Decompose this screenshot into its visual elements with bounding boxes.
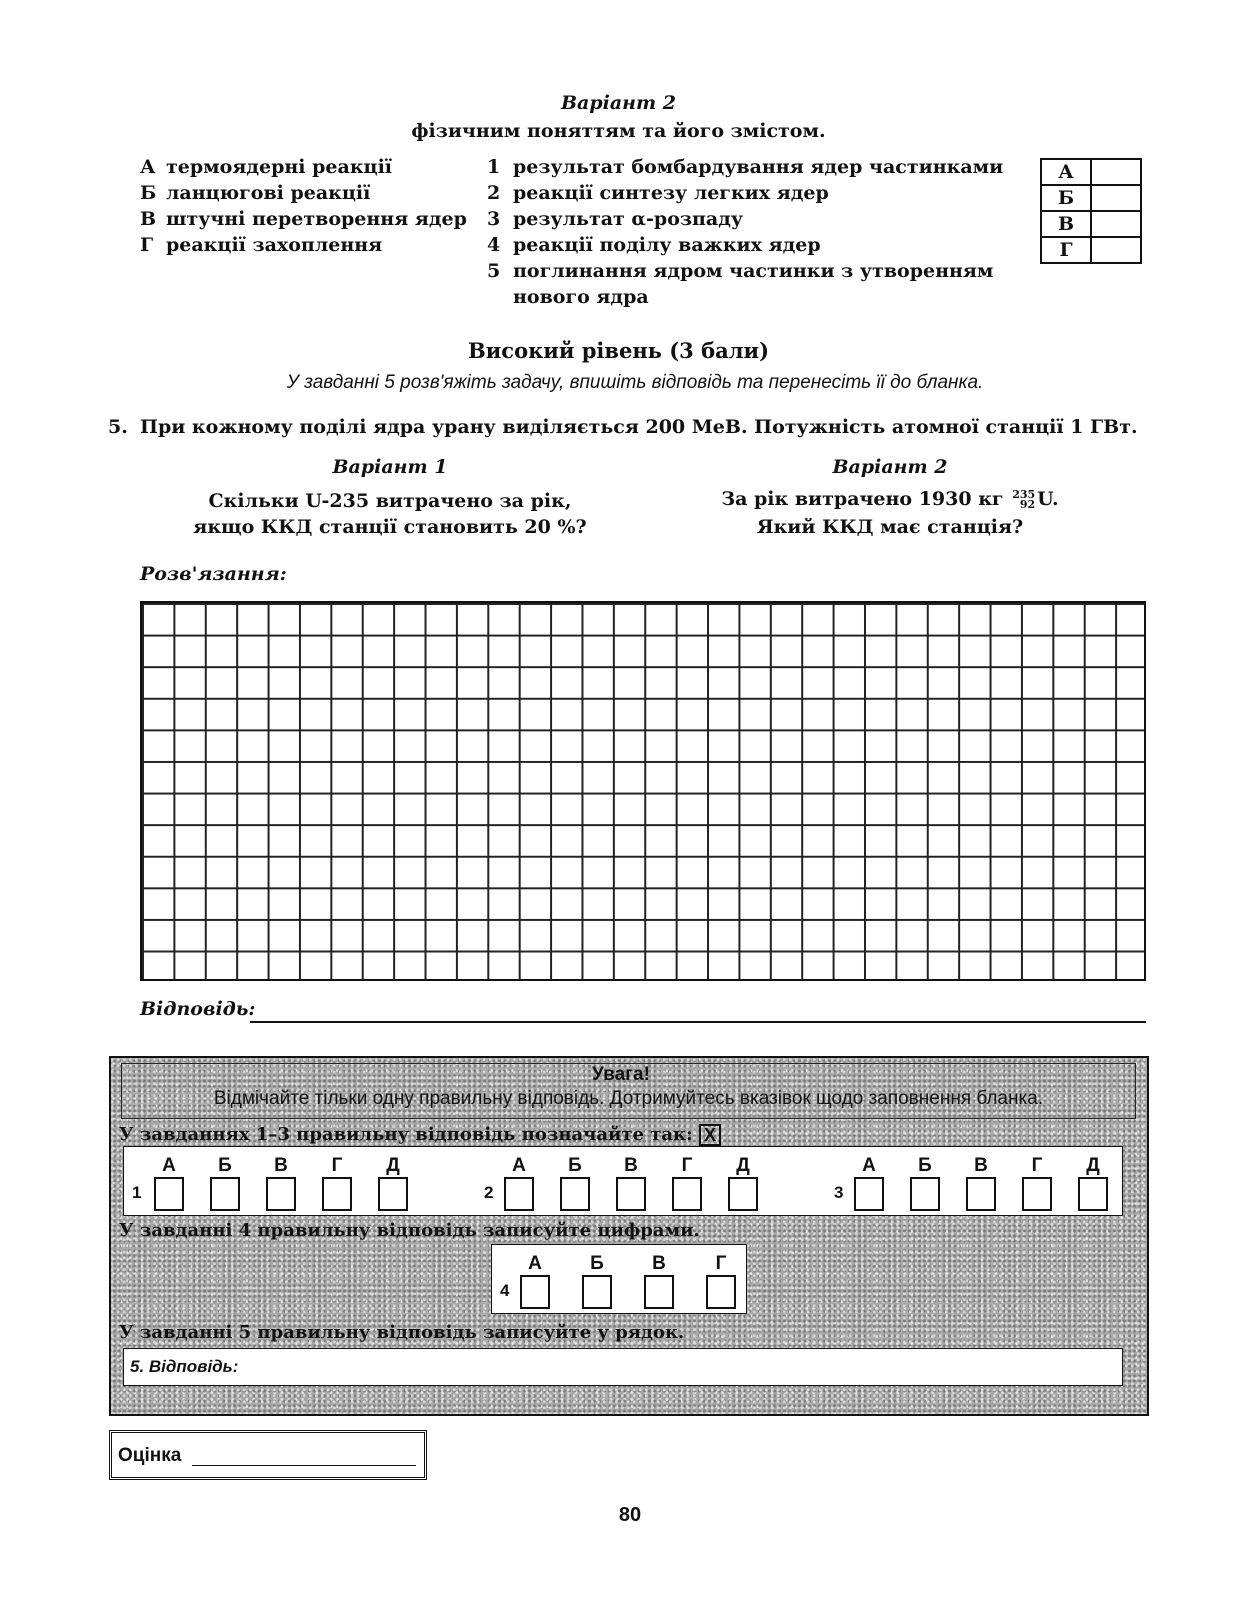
page-number: 80 [618,1504,642,1526]
option-letter: Г [1031,1155,1043,1176]
right-item: 1 результат бомбардування ядер частинками [487,156,1004,178]
option-letter: В [274,1155,288,1176]
notice-title: Увага! [592,1064,650,1085]
answer-label: Відповідь: [140,998,256,1020]
task5-variant1-line1: Скільки U-235 витрачено за рік, [208,490,572,512]
high-level-heading: Високий рівень (3 бали) [467,338,770,363]
notice-line1: Відмічайте тільки одну правильну відповідь. Дотримуйтесь вказівок щодо заповнення бланка. [213,1088,1044,1109]
right-item: нового ядра [513,286,649,308]
option-letter: А [512,1155,526,1176]
task5-answer-field[interactable] [123,1348,1123,1386]
grade-box [109,1430,427,1480]
task-number: 4 [500,1281,510,1300]
task5-variant2-line2: Який ККД має станція? [756,516,1024,538]
task1-checkbox[interactable] [266,1177,296,1211]
answer-line[interactable] [250,1021,1146,1023]
task2-checkbox[interactable] [728,1177,758,1211]
answer-row-label: В [1041,211,1091,237]
option-letter: Б [590,1253,604,1274]
task5-variant2-line1: За рік витрачено 1930 кг 235 92 U. [721,488,1059,511]
task1-checkbox[interactable] [154,1177,184,1211]
task3-checkbox[interactable] [966,1177,996,1211]
answer-row-label: Г [1041,237,1091,263]
task5-field-label: 5. Відповідь: [130,1357,239,1376]
task3-checkbox[interactable] [910,1177,940,1211]
task4-panel [491,1244,747,1314]
task5-variant1-line2: якщо ККД станції становить 20 %? [193,516,587,538]
task5-text: При кожному поділі ядра урану виділяється 200 МеВ. Потужність атомної станції 1 ГВт. [140,416,1138,438]
option-letter: В [652,1253,666,1274]
option-letter: Д [386,1155,400,1176]
option-letter: Г [715,1253,727,1274]
tasks13-panel [123,1146,1123,1216]
task1-checkbox[interactable] [322,1177,352,1211]
option-letter: Д [736,1155,750,1176]
task3-checkbox[interactable] [1078,1177,1108,1211]
task2-checkbox[interactable] [560,1177,590,1211]
answer-row-label: Б [1041,185,1091,211]
task-number: 1 [132,1183,142,1202]
solution-label: Розв'язання: [140,563,287,585]
nuclide-indices: 235 92 [1012,488,1036,511]
task4-box[interactable] [644,1275,674,1309]
answer-sheet-notice [109,1056,1149,1416]
high-level-instruction: У завданні 5 розв'яжіть задачу, впишіть відповідь та перенесіть її до бланка. [286,372,984,393]
answer-row-label: А [1041,159,1091,185]
matching-answer-table [1040,158,1142,264]
task4-instruction: У завданні 4 правильну відповідь записуйте цифрами. [119,1220,700,1241]
left-item: Г реакції захоплення [140,234,383,256]
option-letter: Б [218,1155,232,1176]
option-letter: А [162,1155,176,1176]
task-number: 2 [484,1183,494,1202]
option-letter: Д [1086,1155,1100,1176]
option-letter: В [974,1155,988,1176]
left-item: В штучні перетворення ядер [140,208,467,230]
task5-instruction: У завданні 5 правильну відповідь записуйте у рядок. [119,1322,685,1343]
answer-cell[interactable] [1091,211,1141,237]
task2-checkbox[interactable] [672,1177,702,1211]
task1-checkbox[interactable] [210,1177,240,1211]
option-letter: Г [331,1155,343,1176]
task5-variant2-heading: Варіант 2 [832,456,948,478]
task4-box[interactable] [520,1275,550,1309]
option-letter: В [624,1155,638,1176]
task2-checkbox[interactable] [616,1177,646,1211]
option-letter: Б [568,1155,582,1176]
task3-checkbox[interactable] [1022,1177,1052,1211]
left-item: Б ланцюгові реакції [140,182,371,204]
mark-example-icon: X [699,1124,721,1146]
right-item: 2 реакції синтезу легких ядер [487,182,829,204]
grade-label: Оцінка [118,1445,182,1466]
right-item: 5 поглинання ядром частинки з утворенням [487,260,994,282]
task5-variant1-heading: Варіант 1 [332,456,448,478]
task-intro-tail: фізичним поняттям та його змістом. [411,120,826,142]
left-item: А термоядерні реакції [140,156,393,178]
grade-line[interactable] [192,1465,416,1466]
option-letter: Г [681,1155,693,1176]
task-number: 3 [834,1183,844,1202]
option-letter: Б [918,1155,932,1176]
task2-checkbox[interactable] [504,1177,534,1211]
right-item: 3 результат α-розпаду [487,208,744,230]
solution-grid[interactable] [140,601,1146,981]
option-letter: А [528,1253,542,1274]
task4-box[interactable] [582,1275,612,1309]
task1-checkbox[interactable] [378,1177,408,1211]
answer-cell[interactable] [1091,159,1141,185]
variant2-heading: Варіант 2 [561,92,676,114]
task3-checkbox[interactable] [854,1177,884,1211]
answer-cell[interactable] [1091,185,1141,211]
answer-cell[interactable] [1091,237,1141,263]
task4-box[interactable] [706,1275,736,1309]
task5-number: 5. [108,416,128,438]
right-item: 4 реакції поділу важких ядер [487,234,821,256]
option-letter: А [862,1155,876,1176]
tasks13-instruction: У завданнях 1–3 правильну відповідь позначайте так: X [119,1124,721,1146]
